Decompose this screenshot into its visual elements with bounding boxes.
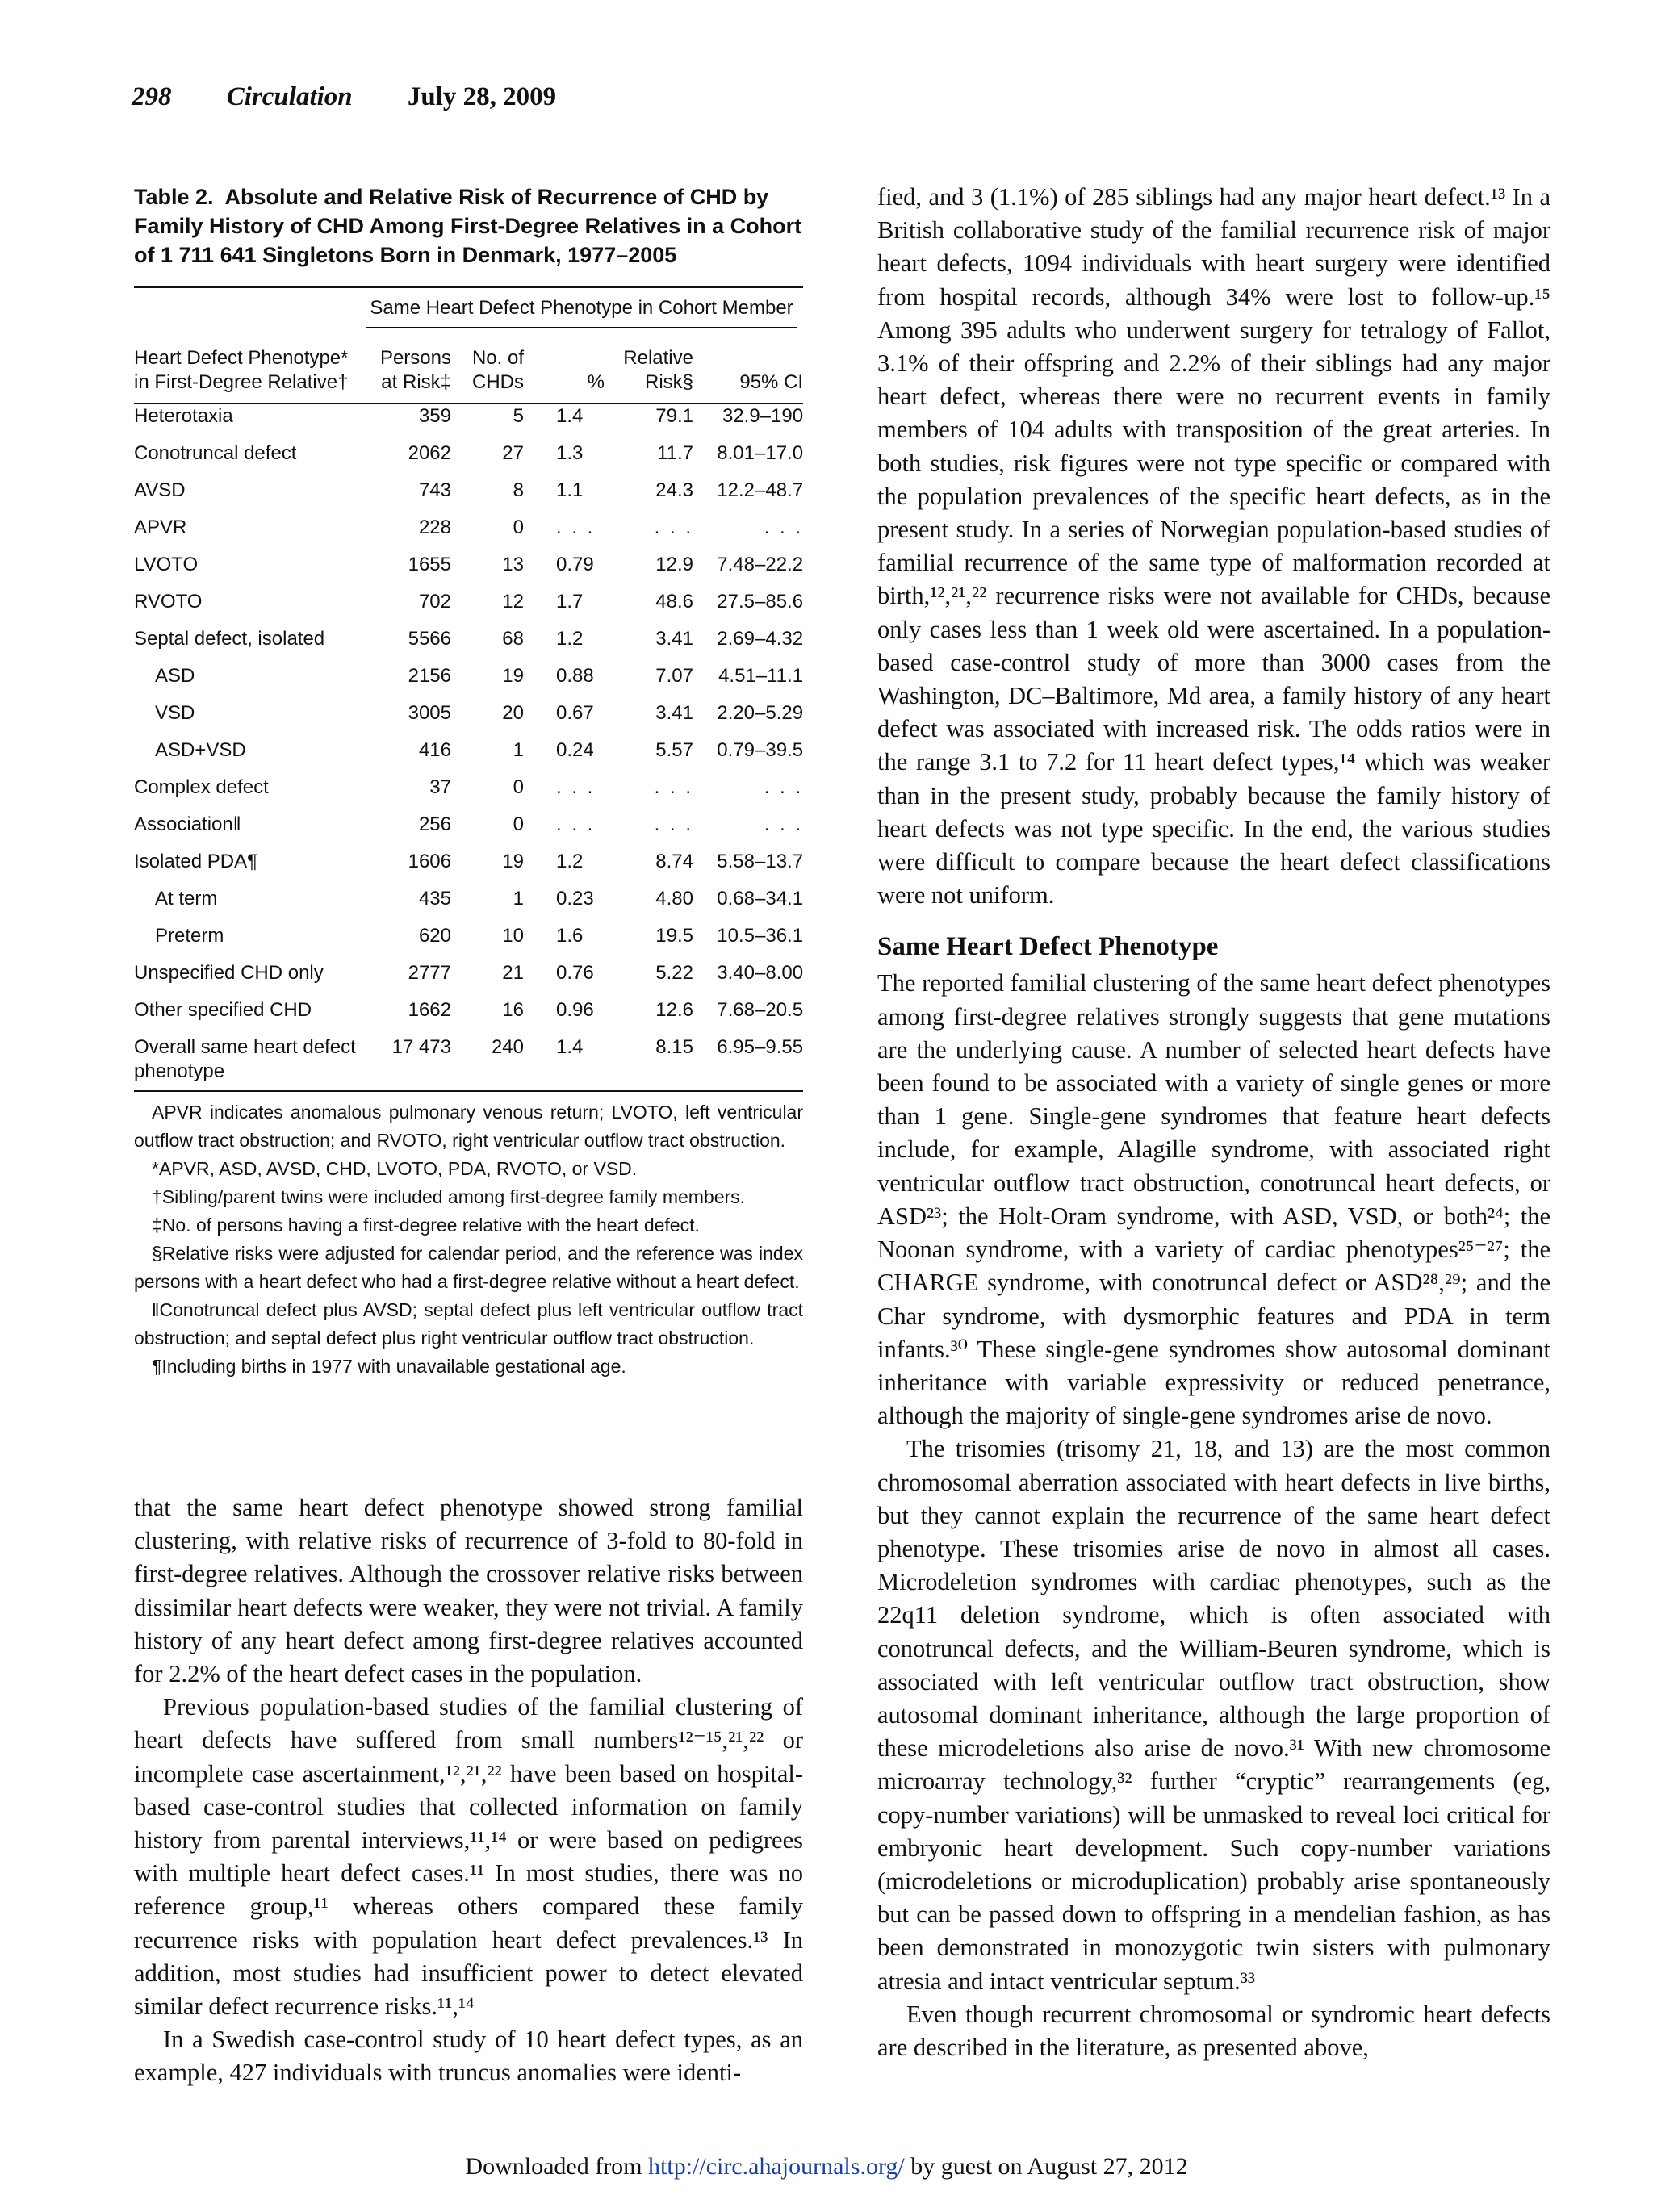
table-cell: 7.07 (655, 665, 693, 687)
table-cell: 228 (418, 516, 451, 538)
table-cell: 416 (418, 739, 451, 761)
table-cell: 12.6 (655, 999, 693, 1021)
table-cell: 79.1 (655, 405, 693, 427)
table-row (134, 887, 803, 924)
table-cell: 7.68–20.5 (717, 999, 804, 1021)
footer-prefix: Downloaded from (465, 2153, 642, 2180)
body-paragraph: The reported familial clustering of the same heart defect phenotypes among first-degree relatives strongly suggests that gene mutations are the underlying cause. A number of selected heart defects have been found to be associated with a variety of single genes or more than 1 gene. Single-gene syndromes that feature heart defects include, for example, Alagille syndrome, with associated right ventricular outflow tract obstruction, conotruncal heart defects, or ASD²³; the Holt-Oram syndrome, with ASD, VSD, or both²⁴; the Noonan syndrome, with a variety of cardiac phenotypes²⁵⁻²⁷; the CHARGE syndrome, with conotruncal defect or ASD²⁸,²⁹; and the Char syndrome, with dysmorphic features and PDA in term infants.³⁰ These single-gene syndromes show autosomal dominant inheritance with variable expressivity or reduced penetrance, although the majority of single-gene syndromes arise de novo. (877, 969, 1550, 1430)
table-cell: 3.41 (655, 702, 693, 724)
column-header: No. of CHDs (451, 337, 524, 404)
table-body (134, 404, 803, 1091)
column-header: Persons at Risk‡ (360, 337, 451, 404)
table-cell: 0.67 (556, 702, 594, 724)
table-cell: . . . (654, 516, 693, 538)
table-cell: 12.9 (655, 554, 693, 575)
row-label: Other specified CHD (134, 999, 312, 1021)
table-cell: 1.3 (556, 442, 584, 464)
row-label: Complex defect (134, 776, 269, 798)
table-cell: 1.4 (524, 1035, 605, 1091)
table-cell: 0.96 (556, 999, 594, 1021)
table-cell: 1.7 (556, 591, 584, 613)
risk-table (134, 286, 803, 1092)
row-label: ASD+VSD (155, 739, 246, 761)
table-cell: . . . (556, 776, 596, 798)
row-label: Heterotaxia (134, 405, 233, 427)
body-paragraph: fied, and 3 (1.1%) of 285 siblings had any major heart defect.¹³ In a British collaborative study of the familial recurrence risk of major heart defects, 1094 individuals with heart surgery were identified from hospital records, although 34% were lost to follow-up.¹⁵ Among 395 adults who underwent surgery for tetralogy of Fallot, 3.1% of their offspring and 2.2% of their siblings had any major heart defect, whereas there were no recurrent events in family members of 104 adults with transposition of the great arteries. In both studies, risk figures were not type specific or compared with the population prevalences of the specific heart defects, as in the present study. In a series of Norwegian population-based studies of familial recurrence of the same type of malformation recorded at birth,¹²,²¹,²² recurrence risks were not available for CHDs, because only cases less than 1 week old were ascertained. In a population-based case-control study of more than 3000 cases from the Washington, DC–Baltimore, Md area, a family history of any heart defect was associated with increased risk. The odds ratios were in the range 3.1 to 7.2 for 11 heart defect types,¹⁴ which was weaker than in the present study, probably because the family history of heart defects was not type specific. In the end, the various studies were difficult to compare because the heart defect classifications were not uniform. (877, 183, 1550, 909)
table-cell: 5.58–13.7 (717, 851, 804, 872)
table-cell: 8.01–17.0 (717, 442, 804, 464)
column-header: 95% CI (693, 337, 803, 404)
issue-date: July 28, 2009 (407, 82, 557, 111)
page-number: 298 (132, 82, 172, 111)
table-cell: . . . (556, 813, 596, 835)
row-label: Septal defect, isolated (134, 628, 325, 650)
table-cell: 12.2–48.7 (717, 479, 804, 501)
row-label: At term (155, 888, 218, 909)
row-label: Overall same heart defect phenotype (134, 1035, 360, 1091)
table-cell: 743 (418, 479, 451, 501)
table-row (134, 924, 803, 961)
table-cell: 1.2 (556, 628, 584, 650)
column-header: Relative Risk§ (605, 337, 693, 404)
table-cell: 48.6 (655, 591, 693, 613)
table-row (134, 553, 803, 590)
row-label: Unspecified CHD only (134, 962, 324, 984)
table-cell: 0.79–39.5 (717, 739, 804, 761)
table-cell: 37 (429, 776, 451, 798)
table-cell: 5.57 (655, 739, 693, 761)
body-paragraph: Even though recurrent chromosomal or syndromic heart defects are described in the literature, as presented above, (877, 2000, 1550, 2061)
table-cell: 12 (502, 591, 524, 613)
footnote: §Relative risks were adjusted for calendar period, and the reference was index persons with a heart defect who had a first-degree relative without a heart defect. (134, 1243, 803, 1292)
table-2 (134, 182, 803, 1381)
table-cell: 1.1 (556, 479, 584, 501)
table-cell: 11.7 (657, 442, 693, 464)
download-footer (0, 2153, 1653, 2181)
body-paragraph: Previous population-based studies of the familial clustering of heart defects have suffered from small numbers¹²⁻¹⁵,²¹,²² or incomplete case ascertainment,¹²,²¹,²² have been based on hospital-based case-control studies that collected information on family history from parental interviews,¹¹,¹⁴ or were based on pedigrees with multiple heart defect cases.¹¹ In most studies, there was no reference group,¹¹ whereas others compared these family recurrence risks with population heart defect prevalences.¹³ In addition, most studies had insufficient power to detect elevated similar defect recurrence risks.¹¹,¹⁴ (134, 1693, 803, 2021)
table-cell: 4.80 (655, 888, 693, 909)
footnote: ‖Conotruncal defect plus AVSD; septal defect plus left ventricular outflow tract obstruction; and septal defect plus right ventricular outflow tract obstruction. (134, 1299, 803, 1349)
table-cell: . . . (764, 813, 804, 835)
table-cell: 19 (502, 851, 524, 872)
table-cell: 10.5–36.1 (717, 925, 804, 947)
table-cell: 435 (418, 888, 451, 909)
table-cell: 0 (513, 516, 524, 538)
footnote: APVR indicates anomalous pulmonary venous return; LVOTO, left ventricular outflow tract obstruction; and RVOTO, right ventricular outflow tract obstruction. (134, 1102, 803, 1151)
table-row (134, 813, 803, 850)
table-title (134, 182, 803, 270)
table-cell: 1655 (408, 554, 451, 575)
table-row (134, 627, 803, 664)
body-paragraph: The trisomies (trisomy 21, 18, and 13) are the most common chromosomal aberration associated with heart defects in live births, but they cannot explain the recurrence of the same heart defect phenotype. These trisomies arise de novo in almost all cases. Microdeletion syndromes with cardiac phenotypes, such as the 22q11 deletion syndrome, which is often associated with conotruncal defects, and the William-Beuren syndrome, which is associated with left ventricular outflow tract obstruction, show autosomal dominant inheritance, although the large proportion of these microdeletions also arise de novo.³¹ With new chromosome microarray technology,³² further “cryptic” rearrangements (eg, copy-number variations) will be unmasked to reveal loci critical for embryonic heart development. Such copy-number variations (microdeletions or microduplication) probably arise spontaneously but can be passed down to offspring in a mendelian fashion, as has been demonstrated in monozygotic twin sisters with pulmonary atresia and intact ventricular septum.³³ (877, 1435, 1550, 1995)
table-row (134, 776, 803, 813)
column-header: % (524, 337, 605, 404)
table-label: Table 2. (134, 185, 214, 209)
row-label: LVOTO (134, 554, 199, 575)
table-cell: 1.2 (556, 851, 584, 872)
table-cell: 27 (502, 442, 524, 464)
table-caption: Absolute and Relative Risk of Recurrence of CHD by Family History of CHD Among First-Degree Relatives in a Cohort of 1 711 641 Singletons Born in Denmark, 1977–2005 (134, 185, 802, 267)
table-cell: 8.15 (605, 1035, 693, 1091)
table-cell: 359 (418, 405, 451, 427)
journal-name: Circulation (226, 82, 353, 111)
table-cell: . . . (764, 516, 804, 538)
table-row (134, 479, 803, 516)
table-cell: 0.23 (556, 888, 594, 909)
table-cell: 68 (502, 628, 524, 650)
table-cell: 7.48–22.2 (717, 554, 804, 575)
table-cell: 2062 (408, 442, 451, 464)
row-label: Conotruncal defect (134, 442, 297, 464)
table-cell: 10 (502, 925, 524, 947)
row-label: RVOTO (134, 591, 203, 613)
table-cell: 8 (513, 479, 524, 501)
span-header: Same Heart Defect Phenotype in Cohort Member (360, 287, 803, 337)
table-cell: 1.4 (556, 405, 584, 427)
table-footnotes (134, 1098, 803, 1381)
table-cell: . . . (654, 776, 693, 798)
table-cell: 24.3 (655, 479, 693, 501)
table-cell: 620 (418, 925, 451, 947)
table-cell: 1.6 (556, 925, 584, 947)
table-cell: . . . (654, 813, 693, 835)
table-cell: 21 (502, 962, 524, 984)
table-cell: 4.51–11.1 (718, 665, 804, 687)
row-label: ASD (155, 665, 195, 687)
body-paragraph: that the same heart defect phenotype showed strong familial clustering, with relative risks of recurrence of 3-fold to 80-fold in first-degree relatives. Although the crossover relative risks between dissimilar heart defects were weaker, they were not trivial. A family history of any heart defect among first-degree relatives accounted for 2.2% of the heart defect cases in the population. (134, 1494, 803, 1688)
row-label: Preterm (155, 925, 224, 947)
body-paragraph: In a Swedish case-control study of 10 heart defect types, as an example, 427 individuals with truncus anomalies were identi- (134, 2026, 803, 2087)
footnote: ‡No. of persons having a first-degree relative with the heart defect. (152, 1215, 700, 1236)
table-cell: 3.41 (655, 628, 693, 650)
table-row (134, 701, 803, 738)
table-cell: 3005 (408, 702, 451, 724)
table-cell: 5566 (408, 628, 451, 650)
table-cell: 2777 (408, 962, 451, 984)
table-cell: 1 (513, 739, 524, 761)
table-cell: 0.79 (556, 554, 594, 575)
journal-link[interactable]: http://circ.ahajournals.org/ (648, 2153, 905, 2180)
table-cell: 0 (513, 813, 524, 835)
left-column-text (134, 1491, 803, 2090)
table-row (134, 961, 803, 998)
table-row (134, 850, 803, 887)
table-cell: 32.9–190 (722, 405, 804, 427)
table-row (134, 998, 803, 1035)
table-cell: 1606 (408, 851, 451, 872)
footnote: ¶Including births in 1977 with unavailable gestational age. (152, 1356, 626, 1377)
table-cell: 5 (513, 405, 524, 427)
table-row (134, 590, 803, 627)
column-header: Heart Defect Phenotype* in First-Degree Relative† (134, 337, 360, 404)
table-cell: . . . (764, 776, 804, 798)
table-cell: 1 (513, 888, 524, 909)
right-column-text (877, 181, 1550, 2064)
footnote: *APVR, ASD, AVSD, CHD, LVOTO, PDA, RVOTO, or VSD. (152, 1158, 638, 1179)
table-cell: 20 (502, 702, 524, 724)
table-cell: 6.95–9.55 (693, 1035, 803, 1091)
table-row (134, 1035, 803, 1091)
table-cell: 19.5 (655, 925, 693, 947)
table-cell: 17 473 (360, 1035, 451, 1091)
running-head (132, 82, 605, 112)
column-header-row (134, 337, 803, 404)
table-cell: 8.74 (655, 851, 693, 872)
footer-suffix: by guest on August 27, 2012 (910, 2153, 1188, 2180)
table-cell: 16 (502, 999, 524, 1021)
row-label: Isolated PDA¶ (134, 851, 257, 872)
footnote: †Sibling/parent twins were included among first-degree family members. (152, 1186, 746, 1207)
table-cell: 5.22 (655, 962, 693, 984)
table-row (134, 441, 803, 479)
table-cell: 2.20–5.29 (717, 702, 804, 724)
table-row (134, 664, 803, 701)
table-cell: 0.68–34.1 (717, 888, 804, 909)
table-row (134, 738, 803, 776)
table-row (134, 404, 803, 441)
row-label: VSD (155, 702, 195, 724)
table-cell: 1662 (408, 999, 451, 1021)
section-heading: Same Heart Defect Phenotype (877, 932, 1219, 962)
table-cell: 0.24 (556, 739, 594, 761)
table-cell: 19 (502, 665, 524, 687)
table-cell: 0.88 (556, 665, 594, 687)
table-cell: 0 (513, 776, 524, 798)
row-label: APVR (134, 516, 187, 538)
row-label: Association‖ (134, 813, 241, 835)
table-cell: . . . (556, 516, 596, 538)
table-cell: 3.40–8.00 (717, 962, 804, 984)
table-cell: 13 (502, 554, 524, 575)
table-cell: 702 (418, 591, 451, 613)
table-cell: 2156 (408, 665, 451, 687)
table-cell: 256 (418, 813, 451, 835)
table-row (134, 516, 803, 553)
table-cell: 240 (451, 1035, 524, 1091)
table-cell: 0.76 (556, 962, 594, 984)
row-label: AVSD (134, 479, 186, 501)
table-cell: 2.69–4.32 (717, 628, 804, 650)
table-cell: 27.5–85.6 (717, 591, 804, 613)
